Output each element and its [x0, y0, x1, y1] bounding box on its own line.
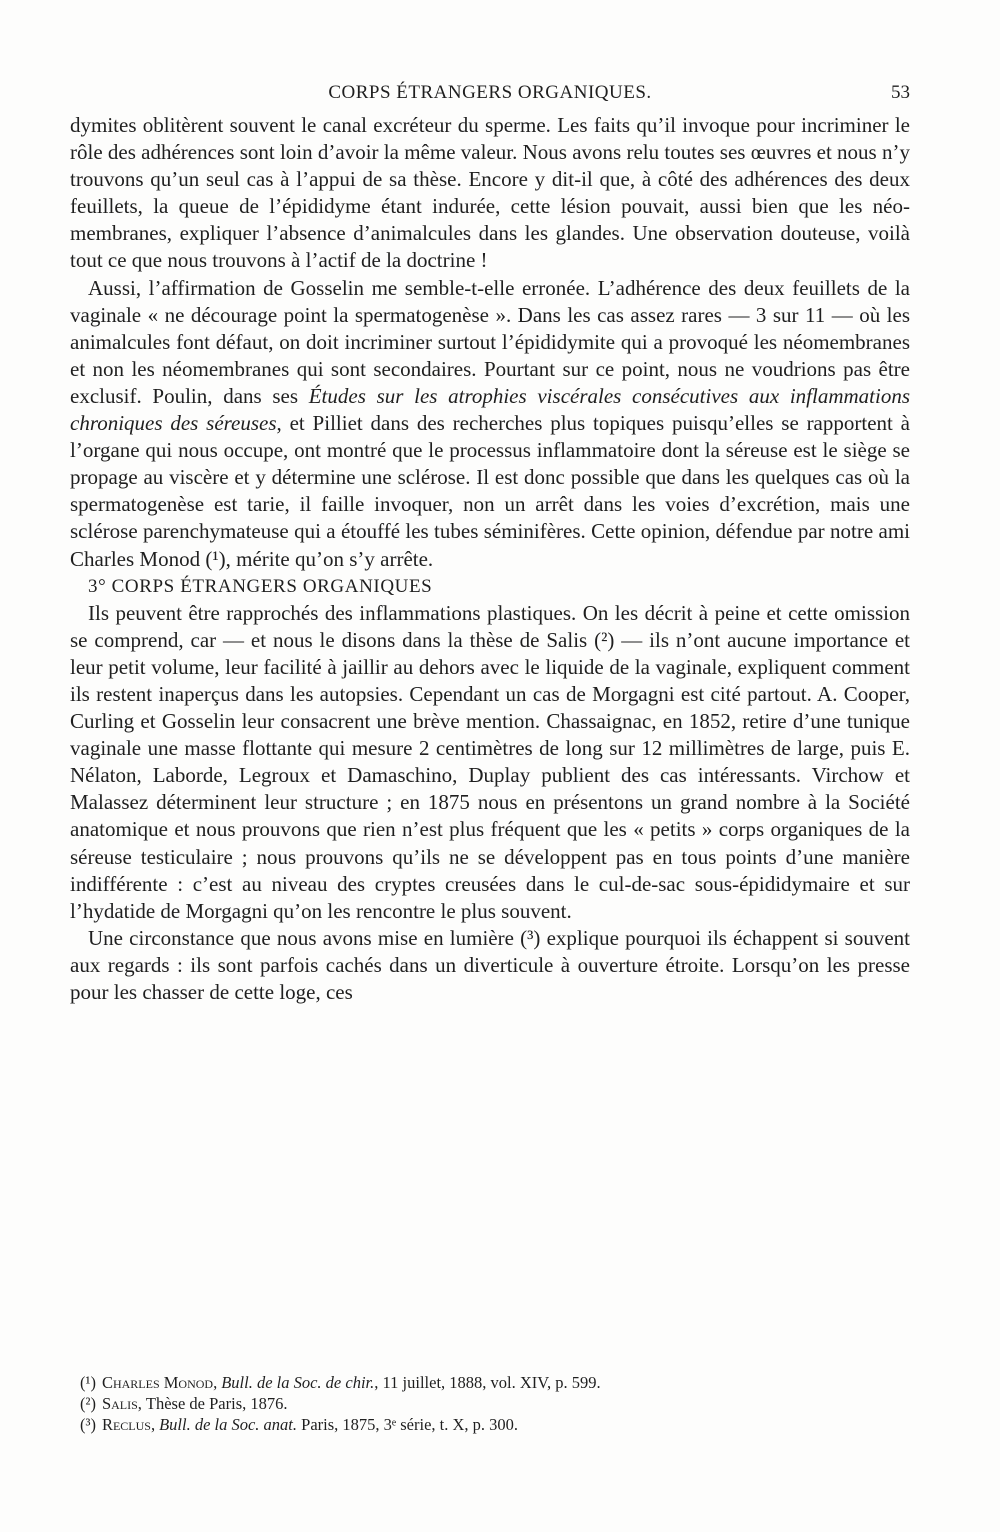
footnote-details: Thèse de Paris, 1876.	[145, 1394, 288, 1413]
footnote-mark: (²)	[80, 1394, 96, 1413]
footnote-details: , 11 juillet, 1888, vol. XIV, p. 599.	[374, 1373, 601, 1392]
footnote-author: Salis,	[101, 1394, 142, 1413]
paragraph-2-part-b: , et Pilliet dans des recherches plus topiques puisqu’elles se rapportent à l’organe qui nous occupe, ont montré que le processus inflammatoire dont la séreuse est le siège se propage au viscère et y détermine une sclérose. Il est donc possible que dans les quelques cas où la spermatogenèse est tarie, il faille invoquer, non un arrêt dans les voies d’excrétion, mais une sclérose parenchymateuse qui a étouffé les tubes séminifères. Cette opinion, défendue par notre ami Charles Monod (¹), mérite qu’on s’y arrête.	[70, 411, 910, 571]
footnote-author: Charles Monod,	[101, 1373, 218, 1392]
paragraph-2-book-title: Études sur les atrophies viscérales consécutives aux inflammations chroniques des séreuses	[70, 383, 911, 436]
footnote-1	[70, 1372, 910, 1393]
paragraph-2	[70, 275, 910, 573]
section-title: 3° CORPS ÉTRANGERS ORGANIQUES	[88, 575, 433, 597]
body-text	[70, 112, 910, 1006]
paragraph-3: Ils peuvent être rapprochés des inflammations plastiques. On les décrit à peine et cette omission se comprend, car — et nous le disons dans la thèse de Salis (²) — ils n’ont aucune importance et leur petit volume, leur facilité à jaillir au dehors avec le liquide de la vaginale, expliquent comment ils restent inaperçus dans les autopsies. Cependant un cas de Morgagni est cité partout. A. Cooper, Curling et Gosselin leur consacrent une brève mention. Chassaignac, en 1852, retire d’une tunique vaginale une masse flottante qui mesure 2 centimètres de long sur 12 millimètres de large, puis E. Nélaton, Laborde, Legroux et Damaschino, Duplay publient des cas intéressants. Virchow et Malassez déterminent leur structure ; en 1875 nous en présentons un grand nombre à la Société anatomique et nous prouvons que rien n’est plus fréquent que les « petits » corps organiques de la séreuse testiculaire ; nous prouvons qu’ils ne se développent pas en tous points d’une manière indifférente : c’est au niveau des cryptes creusées dans le cul-de-sac sous-épididymaire et sur l’hydatide de Morgagni qu’on les rencontre le plus souvent.	[70, 600, 910, 923]
footnote-mark: (¹)	[80, 1373, 96, 1392]
footnote-author: Reclus,	[101, 1415, 156, 1434]
footnote-source: Bull. de la Soc. anat.	[159, 1415, 298, 1434]
paragraph-1: dymites oblitèrent souvent le canal excréteur du sperme. Les faits qu’il invoque pour incriminer le rôle des adhérences sont loin d’avoir la même valeur. Nous avons relu toutes ses œuvres et nous n’y trouvons qu’un seul cas à l’appui de sa thèse. Encore y dit-il que, à côté des adhérences des deux feuillets, la queue de l’épididyme étant indurée, cette lésion pouvait, aussi bien que les néo-membranes, expliquer l’absence d’animalcules dans les glandes. Une observation douteuse, voilà tout ce que nous trouvons à l’actif de la doctrine !	[70, 113, 910, 273]
running-head: CORPS ÉTRANGERS ORGANIQUES.	[328, 82, 652, 103]
page-header	[70, 80, 910, 110]
paragraph-4: Une circonstance que nous avons mise en lumière (³) explique pourquoi ils échappent si souvent aux regards : ils sont parfois cachés dans un diverticule à ouverture étroite. Lorsqu’on les presse pour les chasser de cette loge, ces	[70, 925, 910, 1004]
footnote-3	[70, 1414, 910, 1435]
page-number: 53	[891, 82, 910, 103]
footnote-source: Bull. de la Soc. de chir.	[221, 1373, 375, 1392]
footnotes	[70, 1372, 910, 1435]
footnote-details: Paris, 1875, 3ᵉ série, t. X, p. 300.	[297, 1415, 519, 1434]
footnote-mark: (³)	[80, 1415, 96, 1434]
footnote-2	[70, 1393, 910, 1414]
paragraph-2-part-a: Aussi, l’affirmation de Gosselin me semble-t-elle erronée. L’adhérence des deux feuillets de la vaginale « ne décourage point la spermatogenèse ». Dans les cas assez rares — 3 sur 11 — où les animalcules font défaut, on doit incriminer surtout l’épididymite qui a provoqué les néomembranes et non les néomembranes qui sont secondaires. Pourtant sur ce point, nous ne voudrions pas être exclusif. Poulin, dans ses	[70, 275, 910, 408]
